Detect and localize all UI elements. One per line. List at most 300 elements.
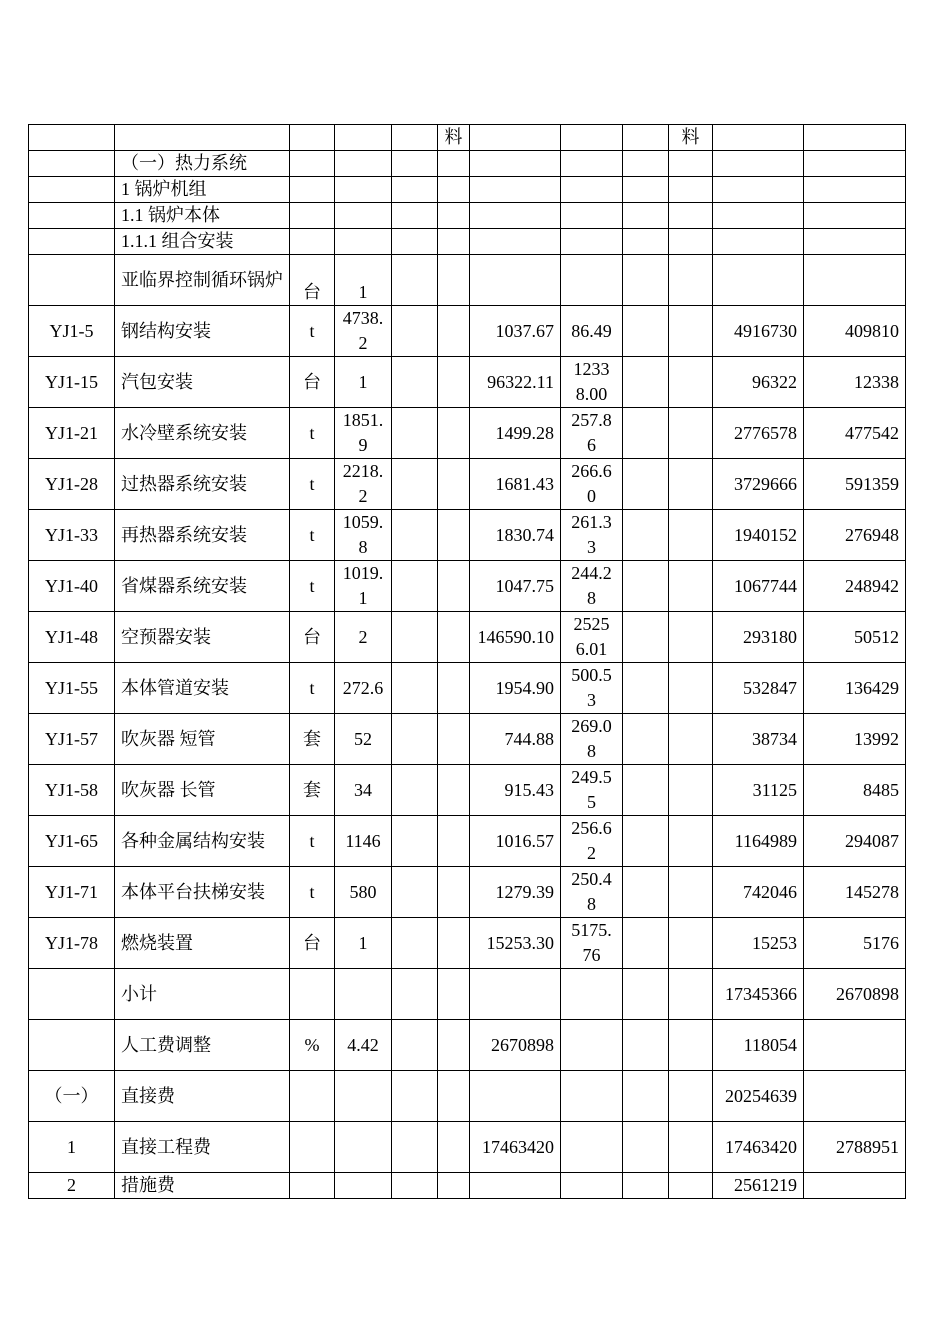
- empty-cell: [335, 177, 392, 203]
- empty-cell: [669, 714, 713, 765]
- table-row: [29, 765, 906, 816]
- subtotal-row: [29, 969, 906, 1020]
- item-name: 燃烧装置: [115, 918, 290, 969]
- empty-cell: [392, 229, 438, 255]
- unit-price-cell: 1016.57: [470, 816, 561, 867]
- empty-cell: [713, 203, 804, 229]
- table-row: [29, 816, 906, 867]
- empty-cell: [392, 663, 438, 714]
- unit-price-cell: 96322.11: [470, 357, 561, 408]
- labor-price-cell: 244.28: [561, 561, 623, 612]
- code-cell: YJ1-58: [29, 765, 115, 816]
- empty-cell: [335, 203, 392, 229]
- empty-cell: [561, 1071, 623, 1122]
- empty-cell: [392, 357, 438, 408]
- empty-cell: [438, 177, 470, 203]
- unit-price-cell: 1681.43: [470, 459, 561, 510]
- empty-cell: [290, 177, 335, 203]
- total-cell: 38734: [713, 714, 804, 765]
- table-row: [29, 918, 906, 969]
- code-cell: YJ1-48: [29, 612, 115, 663]
- unit-cell: 台: [290, 918, 335, 969]
- total-cell: 1940152: [713, 510, 804, 561]
- qty-cell: 34: [335, 765, 392, 816]
- empty-cell: [392, 408, 438, 459]
- header-cell: [804, 125, 906, 151]
- header-cell: [29, 125, 115, 151]
- empty-cell: [623, 1122, 669, 1173]
- labor-price-cell: 12338.00: [561, 357, 623, 408]
- empty-cell: [713, 151, 804, 177]
- total-cell: 15253: [713, 918, 804, 969]
- empty-cell: [392, 255, 438, 306]
- empty-cell: [470, 1173, 561, 1199]
- empty-cell: [470, 969, 561, 1020]
- total-cell: 31125: [713, 765, 804, 816]
- empty-cell: [561, 203, 623, 229]
- section-row: [29, 177, 906, 203]
- qty-cell: 1: [335, 357, 392, 408]
- labor-total-cell: 477542: [804, 408, 906, 459]
- empty-cell: [438, 1020, 470, 1071]
- labor-price-cell: 250.48: [561, 867, 623, 918]
- empty-cell: [623, 459, 669, 510]
- qty-cell: 52: [335, 714, 392, 765]
- qty-cell: 1019.1: [335, 561, 392, 612]
- labor-total-cell: 136429: [804, 663, 906, 714]
- empty-cell: [392, 177, 438, 203]
- section-row: [29, 229, 906, 255]
- empty-cell: [623, 918, 669, 969]
- empty-cell: [623, 765, 669, 816]
- total-cell: 4916730: [713, 306, 804, 357]
- empty-cell: [470, 177, 561, 203]
- empty-cell: [392, 1020, 438, 1071]
- labor-total-cell: 276948: [804, 510, 906, 561]
- empty-cell: [669, 459, 713, 510]
- unit-price-cell: 915.43: [470, 765, 561, 816]
- qty-cell: 1: [335, 255, 392, 306]
- empty-cell: [335, 1173, 392, 1199]
- table-row: [29, 867, 906, 918]
- total-cell: 1164989: [713, 816, 804, 867]
- empty-cell: [561, 151, 623, 177]
- empty-cell: [561, 1173, 623, 1199]
- section-row: [29, 151, 906, 177]
- unit-price-cell: 1499.28: [470, 408, 561, 459]
- code-cell: [29, 969, 115, 1020]
- direct-row: [29, 1071, 906, 1122]
- total-cell: 96322: [713, 357, 804, 408]
- empty-cell: [392, 203, 438, 229]
- section-name: 1.1.1 组合安装: [115, 229, 290, 255]
- unit-price-cell: 1279.39: [470, 867, 561, 918]
- unit-price-cell: 1037.67: [470, 306, 561, 357]
- header-cell-material: 料: [669, 125, 713, 151]
- total-cell: 17345366: [713, 969, 804, 1020]
- empty-cell: [438, 357, 470, 408]
- section-name: 1.1 锅炉本体: [115, 203, 290, 229]
- item-name: 汽包安装: [115, 357, 290, 408]
- unit-cell: %: [290, 1020, 335, 1071]
- empty-cell: [392, 1122, 438, 1173]
- item-name: 过热器系统安装: [115, 459, 290, 510]
- empty-cell: [669, 255, 713, 306]
- empty-cell: [623, 1173, 669, 1199]
- labor-total-cell: 50512: [804, 612, 906, 663]
- empty-cell: [290, 1173, 335, 1199]
- labor-price-cell: 249.55: [561, 765, 623, 816]
- empty-cell: [669, 918, 713, 969]
- empty-cell: [470, 229, 561, 255]
- empty-cell: [623, 969, 669, 1020]
- empty-cell: [438, 408, 470, 459]
- empty-cell: [438, 969, 470, 1020]
- empty-cell: [623, 229, 669, 255]
- labor-total-cell: 248942: [804, 561, 906, 612]
- empty-cell: [804, 177, 906, 203]
- unit-cell: 套: [290, 765, 335, 816]
- qty-cell: 4738.2: [335, 306, 392, 357]
- item-name: 本体管道安装: [115, 663, 290, 714]
- unit-price-cell: 744.88: [470, 714, 561, 765]
- empty-cell: [713, 177, 804, 203]
- empty-cell: [392, 867, 438, 918]
- labor-price-cell: 266.60: [561, 459, 623, 510]
- labor-total-cell: 5176: [804, 918, 906, 969]
- empty-cell: [804, 151, 906, 177]
- empty-cell: [470, 203, 561, 229]
- empty-cell: [392, 151, 438, 177]
- empty-cell: [561, 1020, 623, 1071]
- table-row: [29, 663, 906, 714]
- empty-cell: [623, 561, 669, 612]
- empty-cell: [335, 151, 392, 177]
- empty-cell: [290, 1071, 335, 1122]
- labor-total-cell: 12338: [804, 357, 906, 408]
- code-cell: YJ1-40: [29, 561, 115, 612]
- empty-cell: [438, 1122, 470, 1173]
- table-row: [29, 714, 906, 765]
- empty-cell: [623, 203, 669, 229]
- unit-cell: t: [290, 306, 335, 357]
- code-cell: [29, 229, 115, 255]
- total-cell: 293180: [713, 612, 804, 663]
- item-name: 本体平台扶梯安装: [115, 867, 290, 918]
- empty-cell: [438, 612, 470, 663]
- section-name: 1 锅炉机组: [115, 177, 290, 203]
- table-row: [29, 612, 906, 663]
- header-cell-material: 料: [438, 125, 470, 151]
- empty-cell: [392, 714, 438, 765]
- header-row: [29, 125, 906, 151]
- unit-cell: t: [290, 408, 335, 459]
- qty-cell: 2218.2: [335, 459, 392, 510]
- table-body: [29, 125, 906, 1199]
- unit-price-cell: 15253.30: [470, 918, 561, 969]
- empty-cell: [623, 612, 669, 663]
- empty-cell: [438, 306, 470, 357]
- empty-cell: [470, 255, 561, 306]
- unit-price-cell: 1954.90: [470, 663, 561, 714]
- empty-cell: [392, 816, 438, 867]
- code-cell: YJ1-57: [29, 714, 115, 765]
- total-cell: 1067744: [713, 561, 804, 612]
- item-name: 小计: [115, 969, 290, 1020]
- header-cell: [290, 125, 335, 151]
- empty-cell: [438, 510, 470, 561]
- empty-cell: [669, 203, 713, 229]
- labor-price-cell: 5175.76: [561, 918, 623, 969]
- labor-total-cell: 2670898: [804, 969, 906, 1020]
- empty-cell: [669, 867, 713, 918]
- empty-cell: [392, 561, 438, 612]
- unit-price-cell: 17463420: [470, 1122, 561, 1173]
- empty-cell: [713, 229, 804, 255]
- empty-cell: [623, 714, 669, 765]
- qty-cell: 2: [335, 612, 392, 663]
- item-name: 水冷壁系统安装: [115, 408, 290, 459]
- labor-price-cell: 261.33: [561, 510, 623, 561]
- qty-cell: 272.6: [335, 663, 392, 714]
- empty-cell: [669, 1122, 713, 1173]
- section-name: （一）热力系统: [115, 151, 290, 177]
- empty-cell: [335, 229, 392, 255]
- unit-cell: 台: [290, 357, 335, 408]
- table-row: [29, 408, 906, 459]
- empty-cell: [438, 203, 470, 229]
- item-name: 措施费: [115, 1173, 290, 1199]
- unit-cell: 套: [290, 714, 335, 765]
- total-cell: 3729666: [713, 459, 804, 510]
- empty-cell: [669, 561, 713, 612]
- budget-table: [28, 124, 906, 1199]
- item-name: 亚临界控制循环锅炉: [115, 255, 290, 306]
- empty-cell: [335, 969, 392, 1020]
- item-name: 吹灰器 长管: [115, 765, 290, 816]
- unit-price-cell: 1047.75: [470, 561, 561, 612]
- table-row: [29, 459, 906, 510]
- empty-cell: [804, 1071, 906, 1122]
- item-name: 空预器安装: [115, 612, 290, 663]
- unit-price-cell: 2670898: [470, 1020, 561, 1071]
- unit-cell: t: [290, 510, 335, 561]
- empty-cell: [438, 1071, 470, 1122]
- empty-cell: [438, 561, 470, 612]
- measures-row: [29, 1173, 906, 1199]
- header-cell: [561, 125, 623, 151]
- code-cell: YJ1-21: [29, 408, 115, 459]
- empty-cell: [561, 969, 623, 1020]
- empty-cell: [669, 1071, 713, 1122]
- direct-eng-row: [29, 1122, 906, 1173]
- empty-cell: [669, 510, 713, 561]
- header-cell: [713, 125, 804, 151]
- unit-cell: t: [290, 561, 335, 612]
- table-row: [29, 357, 906, 408]
- qty-cell: 1146: [335, 816, 392, 867]
- empty-cell: [669, 229, 713, 255]
- empty-cell: [392, 612, 438, 663]
- empty-cell: [335, 1122, 392, 1173]
- empty-cell: [623, 1071, 669, 1122]
- unit-price-cell: 146590.10: [470, 612, 561, 663]
- item-name: 人工费调整: [115, 1020, 290, 1071]
- item-name: 直接费: [115, 1071, 290, 1122]
- unit-cell: 台: [290, 612, 335, 663]
- empty-cell: [438, 918, 470, 969]
- empty-cell: [561, 177, 623, 203]
- header-cell: [335, 125, 392, 151]
- boiler-row: [29, 255, 906, 306]
- code-cell: [29, 177, 115, 203]
- labor-price-cell: 25256.01: [561, 612, 623, 663]
- unit-cell: t: [290, 663, 335, 714]
- code-cell: （一）: [29, 1071, 115, 1122]
- empty-cell: [438, 663, 470, 714]
- unit-price-cell: 1830.74: [470, 510, 561, 561]
- empty-cell: [561, 1122, 623, 1173]
- code-cell: YJ1-78: [29, 918, 115, 969]
- unit-cell: t: [290, 816, 335, 867]
- header-cell: [623, 125, 669, 151]
- empty-cell: [623, 510, 669, 561]
- code-cell: [29, 1020, 115, 1071]
- code-cell: YJ1-65: [29, 816, 115, 867]
- unit-cell: t: [290, 459, 335, 510]
- empty-cell: [623, 151, 669, 177]
- empty-cell: [669, 765, 713, 816]
- empty-cell: [561, 229, 623, 255]
- empty-cell: [804, 1173, 906, 1199]
- empty-cell: [438, 714, 470, 765]
- code-cell: 2: [29, 1173, 115, 1199]
- total-cell: 2776578: [713, 408, 804, 459]
- empty-cell: [669, 357, 713, 408]
- code-cell: [29, 203, 115, 229]
- labor-price-cell: 269.08: [561, 714, 623, 765]
- header-cell: [392, 125, 438, 151]
- labor-total-cell: 591359: [804, 459, 906, 510]
- empty-cell: [392, 765, 438, 816]
- empty-cell: [392, 969, 438, 1020]
- total-cell: 118054: [713, 1020, 804, 1071]
- labor-total-cell: 8485: [804, 765, 906, 816]
- empty-cell: [438, 1173, 470, 1199]
- empty-cell: [290, 203, 335, 229]
- adjust-row: [29, 1020, 906, 1071]
- empty-cell: [290, 1122, 335, 1173]
- empty-cell: [392, 1071, 438, 1122]
- item-name: 各种金属结构安装: [115, 816, 290, 867]
- unit-cell: t: [290, 867, 335, 918]
- empty-cell: [804, 203, 906, 229]
- table-row: [29, 306, 906, 357]
- empty-cell: [438, 816, 470, 867]
- empty-cell: [392, 459, 438, 510]
- empty-cell: [561, 255, 623, 306]
- code-cell: YJ1-33: [29, 510, 115, 561]
- empty-cell: [804, 229, 906, 255]
- code-cell: YJ1-28: [29, 459, 115, 510]
- empty-cell: [290, 151, 335, 177]
- empty-cell: [438, 151, 470, 177]
- labor-price-cell: 257.86: [561, 408, 623, 459]
- empty-cell: [669, 408, 713, 459]
- header-cell: [470, 125, 561, 151]
- empty-cell: [438, 229, 470, 255]
- qty-cell: 1: [335, 918, 392, 969]
- empty-cell: [392, 306, 438, 357]
- empty-cell: [669, 612, 713, 663]
- empty-cell: [623, 306, 669, 357]
- empty-cell: [804, 255, 906, 306]
- empty-cell: [669, 663, 713, 714]
- labor-price-cell: 500.53: [561, 663, 623, 714]
- empty-cell: [392, 918, 438, 969]
- empty-cell: [392, 510, 438, 561]
- empty-cell: [669, 177, 713, 203]
- empty-cell: [623, 1020, 669, 1071]
- empty-cell: [438, 867, 470, 918]
- item-name: 直接工程费: [115, 1122, 290, 1173]
- empty-cell: [290, 229, 335, 255]
- code-cell: YJ1-15: [29, 357, 115, 408]
- qty-cell: 1851.9: [335, 408, 392, 459]
- labor-price-cell: 86.49: [561, 306, 623, 357]
- labor-total-cell: 294087: [804, 816, 906, 867]
- labor-price-cell: 256.62: [561, 816, 623, 867]
- total-cell: 532847: [713, 663, 804, 714]
- section-row: [29, 203, 906, 229]
- empty-cell: [290, 969, 335, 1020]
- empty-cell: [438, 459, 470, 510]
- table-row: [29, 561, 906, 612]
- code-cell: [29, 255, 115, 306]
- empty-cell: [335, 1071, 392, 1122]
- empty-cell: [669, 306, 713, 357]
- unit-cell: 台: [290, 255, 335, 306]
- total-cell: 20254639: [713, 1071, 804, 1122]
- code-cell: 1: [29, 1122, 115, 1173]
- empty-cell: [623, 357, 669, 408]
- item-name: 再热器系统安装: [115, 510, 290, 561]
- empty-cell: [669, 151, 713, 177]
- code-cell: YJ1-5: [29, 306, 115, 357]
- empty-cell: [623, 408, 669, 459]
- empty-cell: [713, 255, 804, 306]
- total-cell: 742046: [713, 867, 804, 918]
- empty-cell: [623, 255, 669, 306]
- qty-cell: 1059.8: [335, 510, 392, 561]
- labor-total-cell: 409810: [804, 306, 906, 357]
- item-name: 钢结构安装: [115, 306, 290, 357]
- labor-total-cell: 13992: [804, 714, 906, 765]
- code-cell: [29, 151, 115, 177]
- header-cell: [115, 125, 290, 151]
- labor-total-cell: 145278: [804, 867, 906, 918]
- qty-cell: 4.42: [335, 1020, 392, 1071]
- empty-cell: [669, 1020, 713, 1071]
- empty-cell: [438, 255, 470, 306]
- empty-cell: [392, 1173, 438, 1199]
- empty-cell: [669, 969, 713, 1020]
- empty-cell: [438, 765, 470, 816]
- empty-cell: [623, 177, 669, 203]
- item-name: 省煤器系统安装: [115, 561, 290, 612]
- labor-total-cell: 2788951: [804, 1122, 906, 1173]
- table-row: [29, 510, 906, 561]
